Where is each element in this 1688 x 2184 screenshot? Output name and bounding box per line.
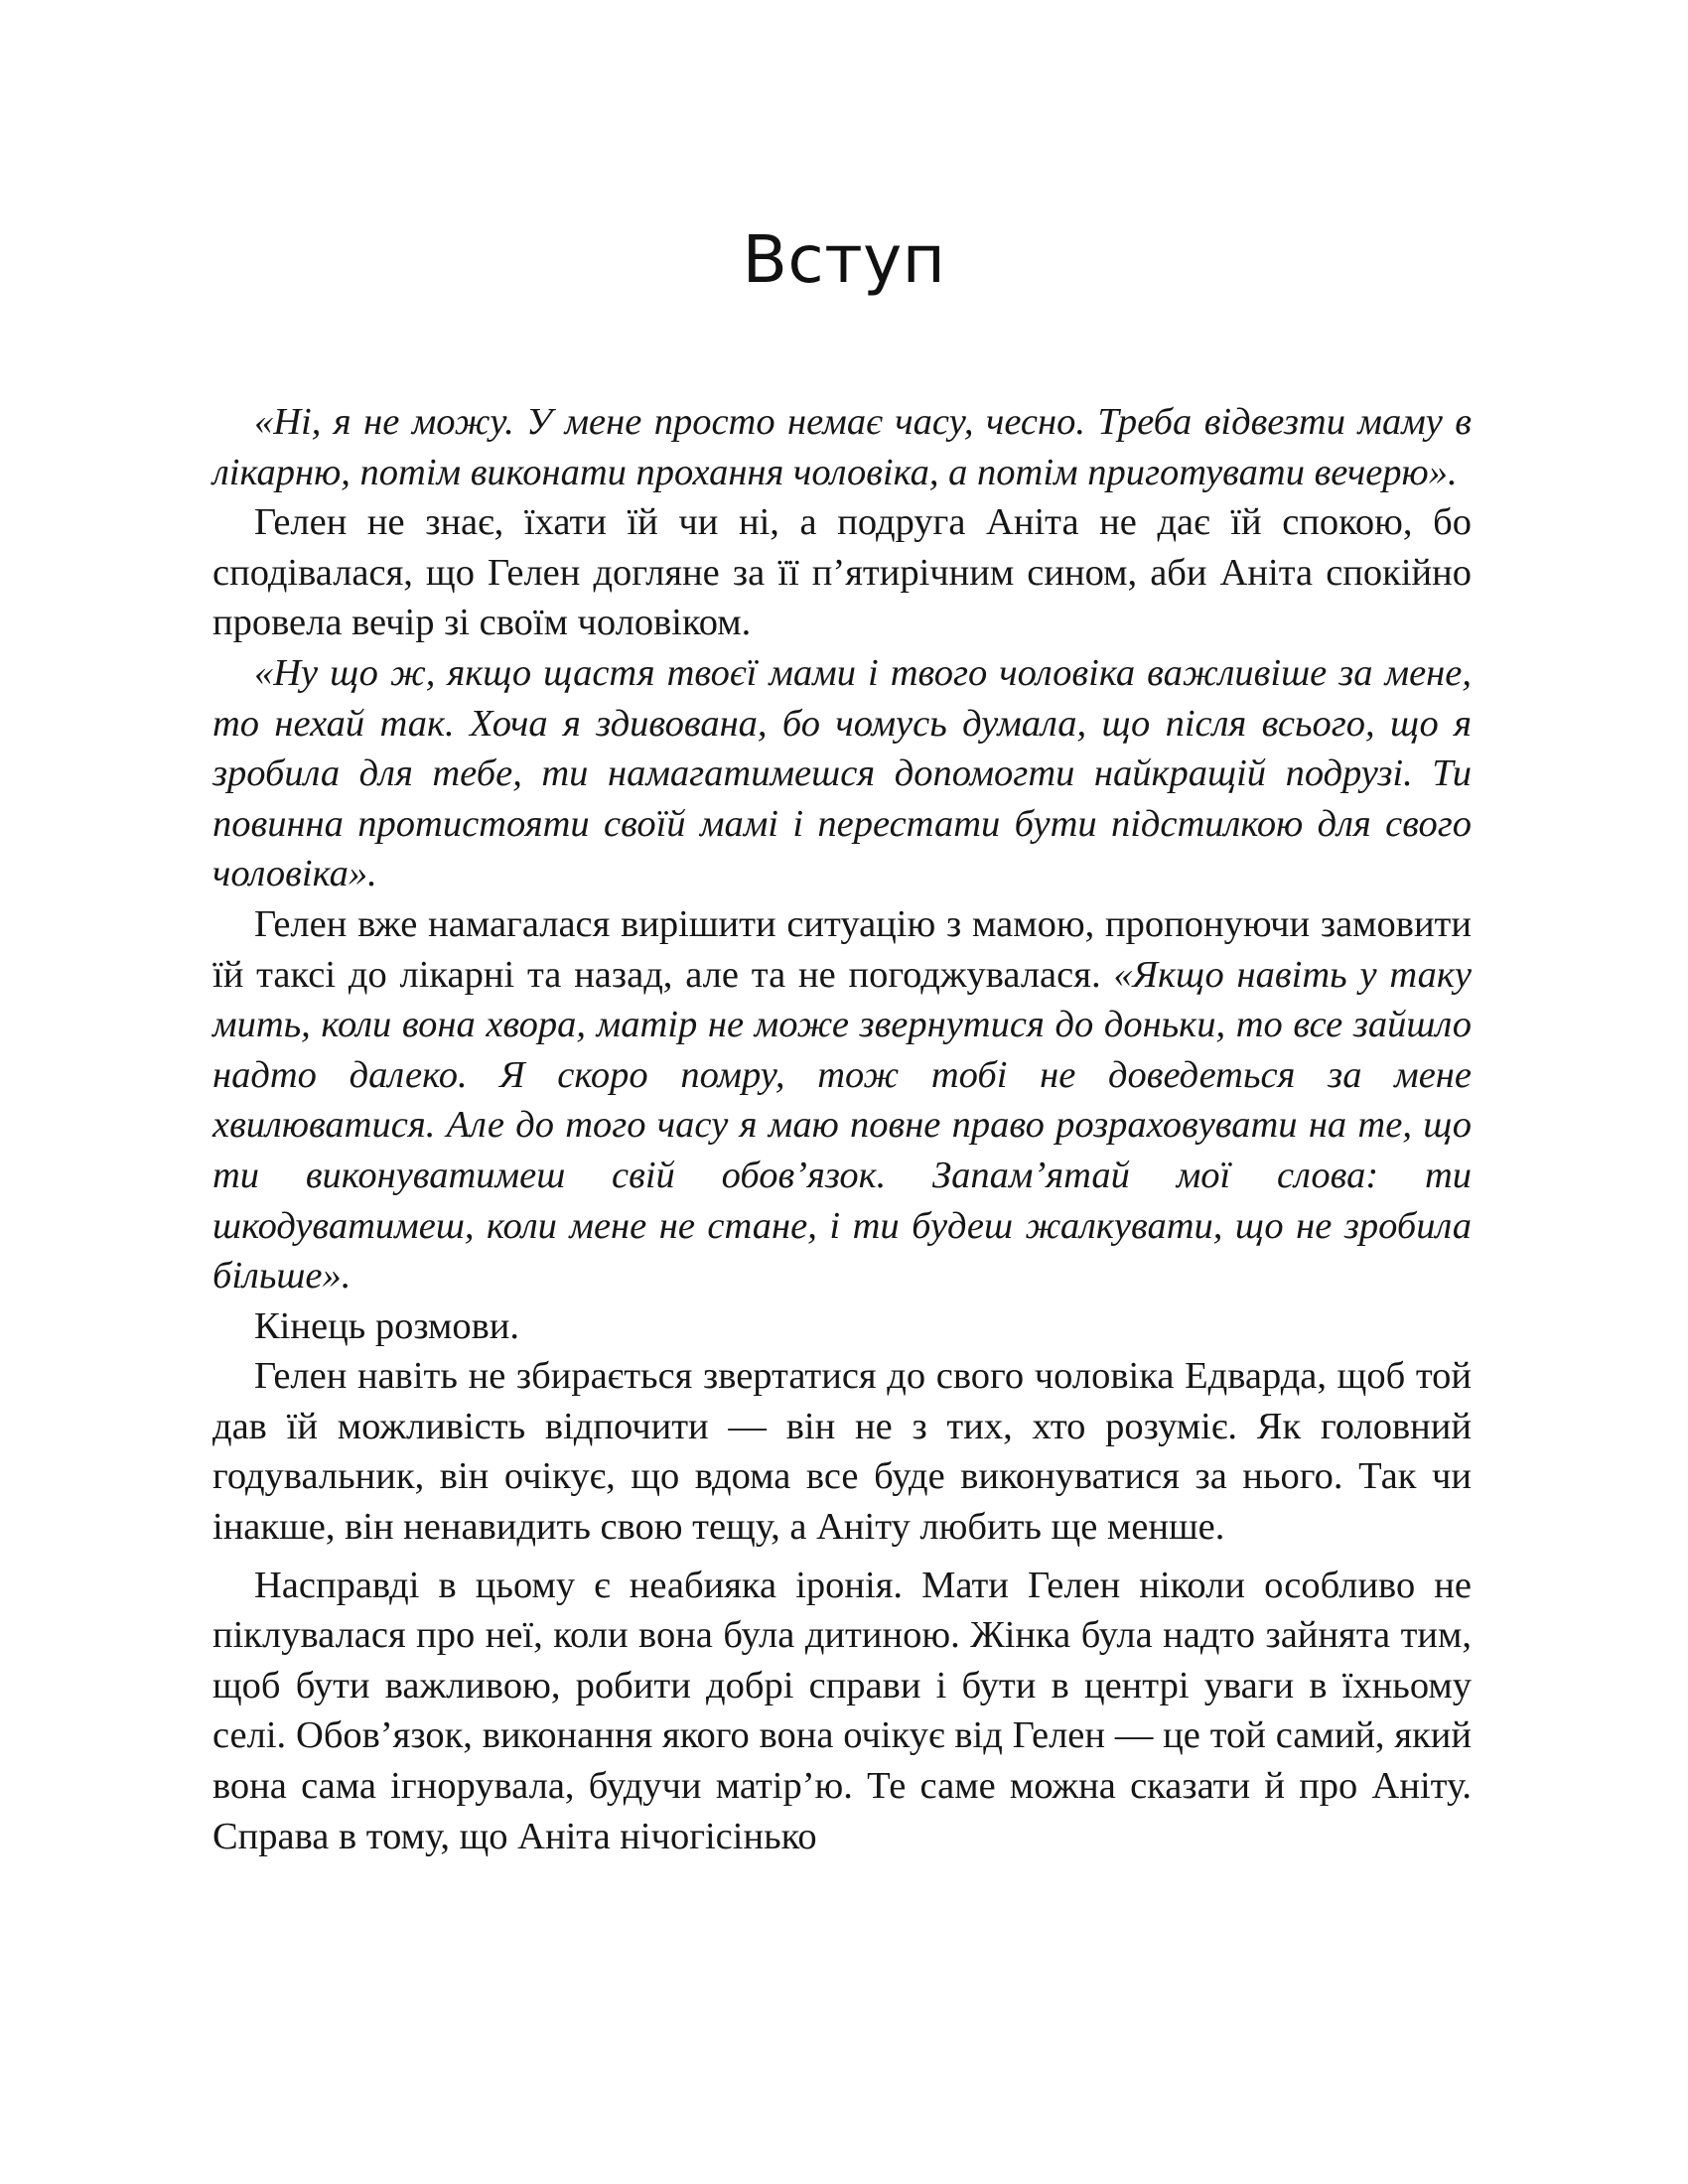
- paragraph-3: [212, 648, 1472, 899]
- narrative-text: Гелен вже намагалася вирішити ситуацію з мамою, пропонуючи замовити їй таксі до лікарні та назад, але та не погоджувалася.: [212, 902, 1472, 996]
- chapter-body: [212, 397, 1472, 1861]
- narrative-text: Гелен не знає, їхати їй чи ні, а подруга Аніта не дає їй спокою, бо сподівалася, що Гелен догляне за її п’ятирічним сином, аби Аніта спокійно провела вечір зі своїм чоловіком.: [212, 501, 1472, 644]
- paragraph-7: [212, 1561, 1472, 1862]
- quote-text: «Ні, я не можу. У мене просто немає часу, чесно. Треба відвезти маму в лікарню, потім виконати прохання чоловіка, а потім приготувати вечерю».: [212, 401, 1472, 493]
- narrative-text: Кінець розмови.: [254, 1304, 520, 1347]
- paragraph-5: [212, 1301, 1472, 1352]
- paragraph-4: [212, 899, 1472, 1301]
- quote-text: «Якщо навіть у таку мить, коли вона хвора, матір не може звернутися до доньки, то все зайшло надто далеко. Я скоро помру, тож тобі не доведеться за мене хвилюватися. Але до того часу я маю повне право розраховувати на те, що ти виконуватимеш свій обов’язок. Запам’ятай мої слова: ти шкодуватимеш, коли мене не стане, і ти будеш жалкувати, що не зробила більше».: [212, 953, 1472, 1297]
- quote-text: «Ну що ж, якщо щастя твоєї мами і твого чоловіка важливіше за мене, то нехай так. Хоча я здивована, бо чомусь думала, що після всього, що я зробила для тебе, ти намагатимешся допомогти найкращій подрузі. Ти повинна протистояти своїй мамі і перестати бути підстилкою для свого чоловіка».: [212, 651, 1472, 895]
- paragraph-1: [212, 397, 1472, 497]
- chapter-title: Вступ: [742, 221, 946, 298]
- narrative-text: Гелен навіть не збирається звертатися до свого чоловіка Едварда, щоб той дав їй можливість відпочити — він не з тих, хто розуміє. Як головний годувальник, він очікує, що вдома все буде виконуватися за нього. Так чи інакше, він ненавидить свою тещу, а Аніту любить ще менше.: [212, 1355, 1472, 1549]
- paragraph-6: [212, 1351, 1472, 1552]
- paragraph-2: [212, 497, 1472, 648]
- narrative-text: Насправді в цьому є неабияка іронія. Мати Гелен ніколи особливо не піклувалася про неї, коли вона була дитиною. Жінка була надто зайнята тим, щоб бути важливою, робити добрі справи і бути в центрі уваги в їхньому селі. Обов’язок, виконання якого вона очікує від Гелен — це той самий, який вона сама ігнорувала, будучи матір’ю. Те саме можна сказати й про Аніту. Справа в тому, що Аніта нічогісінько: [212, 1564, 1472, 1857]
